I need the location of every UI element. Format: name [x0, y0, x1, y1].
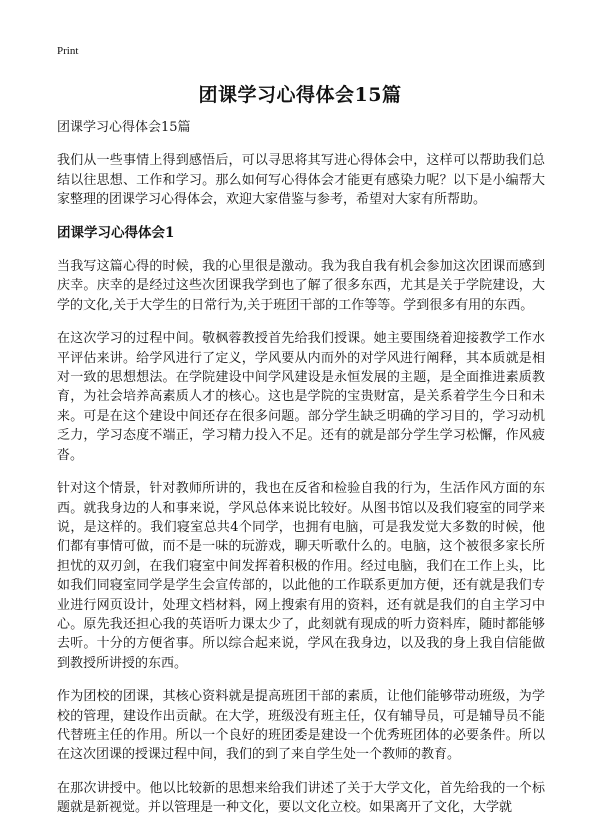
article-body [57, 118, 545, 832]
body-paragraph: 针对这个情景，针对教师所讲的，我也在反省和检验自我的行为，生活作风方面的东西。就我身边的人和事来说，学风总体来说比较好。从图书馆以及我们寝室的同学来说，是这样的。我们寝室总共4个同学，也拥有电脑，可是我发觉大多数的时候，他们都有事情可做，而不是一味的玩游戏，聊天听歌什么的。电脑，这个被很多家长所担忧的双刃剑，在我们寝室中间发挥着积极的作用。经过电脑，我们在工作上头，比如我们同寝室同学是学生会宣传部的，以此他的工作联系更加方便，还有就是我们专业进行网页设计，处理文档材料，网上搜索有用的资料，还有就是我们的自主学习中心。原先我还担心我的英语听力课太少了，此刻就有现成的听力资料库，随时都能够去听。十分的方便省事。所以综合起来说，学风在我身边，以及我的身上我自信能做到教授所讲授的东西。 [57, 481, 545, 671]
body-paragraph: 在那次讲授中。他以比较新的思想来给我们讲述了关于大学文化，首先给我的一个标题就是新视觉。并以管理是一种文化，要以文化立校。如果离开了文化，大学就 [57, 780, 545, 816]
intro-paragraph: 我们从一些事情上得到感悟后，可以寻思将其写进心得体会中，这样可以帮助我们总结以往思想、工作和学习。那么如何写心得体会才能更有感染力呢？以下是小编帮大家整理的团课学习心得体会，欢迎大家借鉴与参考，希望对大家有所帮助。 [57, 153, 545, 208]
section-heading: 团课学习心得体会1 [57, 224, 175, 241]
article-subtitle: 团课学习心得体会15篇 [57, 120, 191, 135]
print-link[interactable]: Print [57, 45, 79, 57]
body-paragraph: 作为团校的团课，其核心资料就是提高班团干部的素质，让他们能够带动班级，为学校的管理，建设作出贡献。在大学，班级没有班主任，仅有辅导员，可是辅导员不能代替班主任的作用。所以一个良好的班团委是建设一个优秀班团体的必要条件。所以在这次团课的授课过程中间，我们的到了来自学生处一个教师的教育。 [57, 689, 545, 763]
page-title: 团课学习心得体会15篇 [198, 84, 402, 106]
body-paragraph: 在这次学习的过程中间。敬枫蓉教授首先给我们授课。她主要围绕着迎接教学工作水平评估来讲。给学风进行了定义，学风要从内而外的对学风进行阐释，其本质就是相对一致的思想想法。在学院建设中间学风建设是永恒发展的主题，是全面推进素质教育，为社会培养高素质人才的核心。这也是学院的宝贵财富，是关系着学生今日和未来。可是在这个建设中间还存在很多问题。部分学生缺乏明确的学习目的，学习动机乏力，学习态度不端正，学习精力投入不足。还有的就是部分学生学习松懈，作风疲沓。 [57, 331, 545, 463]
body-paragraph: 当我写这篇心得的时候，我的心里很是激动。我为我自我有机会参加这次团课而感到庆幸。庆幸的是经过这些次团课我学到也了解了很多东西，尤其是关于学院建设，大学的文化,关于大学生的日常行为,关于班团干部的工作等等。学到很多有用的东西。 [57, 259, 545, 313]
